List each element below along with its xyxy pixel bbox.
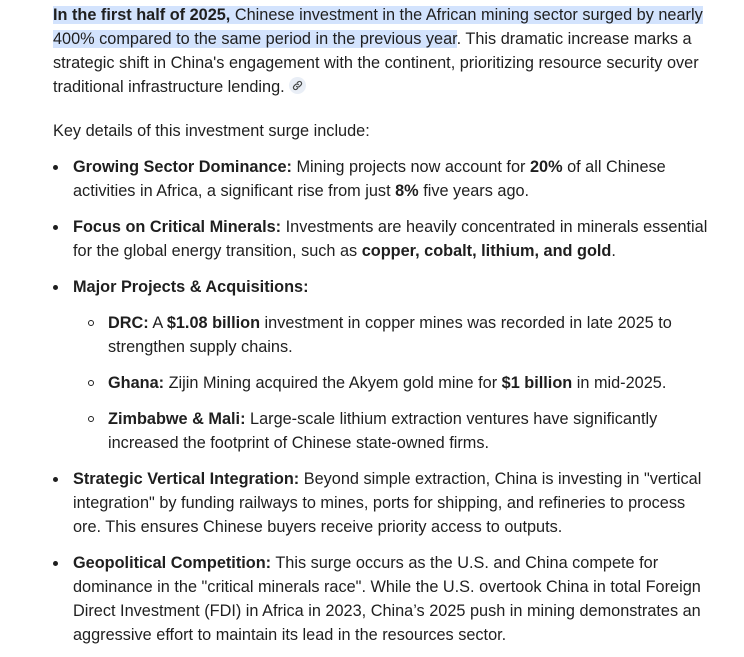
intro-rest: . This dramatic increase marks a strategic shift in China's engagement with the continent, prioritizing resource security over traditional infrastructure lending. [53,30,699,96]
highlighted-claim[interactable]: Chinese investment in the African mining sector surged by nearly 400% compared to the same period in the previous year [53,6,703,48]
list-item [53,155,713,203]
details-list [53,155,713,647]
bullet-label: Focus on Critical Minerals: [73,218,282,236]
sub-text: investment in copper mines was recorded in late 2025 to strengthen supply chains. [108,314,672,356]
key-details-heading: Key details of this investment surge include: [53,122,370,140]
bullet-text: This surge occurs as the U.S. and China compete for dominance in the "critical minerals race". While the U.S. overtook China in total Foreign Direct Investment (FDI) in Africa in 2023, China’s 2025 push in mining demonstrates an aggressive effort to maintain its lead in the resources sector. [73,554,701,644]
bullet-text: Beyond simple extraction, China is investing in "vertical integration" by funding railways to mines, ports for shipping, and refineries to process ore. This ensures Chinese buyers receive priority access to outputs. [73,470,702,536]
sub-text: in mid-2025. [572,374,667,392]
sub-emphasis: $1.08 billion [166,314,261,332]
projects-sublist [73,311,713,455]
list-item [53,467,713,539]
bullet-text: . [611,242,616,260]
bullet-emphasis: 8% [395,182,419,200]
highlighted-lead[interactable]: In the first half of 2025, [53,6,231,24]
bullet-label: Geopolitical Competition: [73,554,272,572]
bullet-text: Mining projects now account for [291,158,530,176]
bullet-emphasis: 20% [529,158,563,176]
sublist-item [88,371,713,395]
sublist-item [88,407,713,455]
bullet-label: Growing Sector Dominance: [73,158,292,176]
bullet-text: five years ago. [418,182,530,200]
sub-text: Zijin Mining acquired the Akyem gold mine for [164,374,502,392]
sub-text: A [148,314,167,332]
list-item [53,215,713,263]
bullet-text: Investments are heavily concentrated in minerals essential for the global energy transition, such as [73,218,708,260]
link-icon[interactable] [289,77,306,94]
list-item [53,275,713,455]
sublist-item [88,311,713,359]
list-item [53,551,713,647]
sub-label: Ghana: [108,374,165,392]
sub-emphasis: $1 billion [501,374,573,392]
bullet-label: Major Projects & Acquisitions: [73,278,309,296]
bullet-label: Strategic Vertical Integration: [73,470,300,488]
sub-label: DRC: [108,314,149,332]
bullet-emphasis: copper, cobalt, lithium, and gold [361,242,612,260]
intro-paragraph [53,3,713,99]
bullet-text: of all Chinese activities in Africa, a significant rise from just [73,158,666,200]
sub-label: Zimbabwe & Mali: [108,410,246,428]
sub-text: Large-scale lithium extraction ventures have significantly increased the footprint of Chinese state-owned firms. [108,410,658,452]
